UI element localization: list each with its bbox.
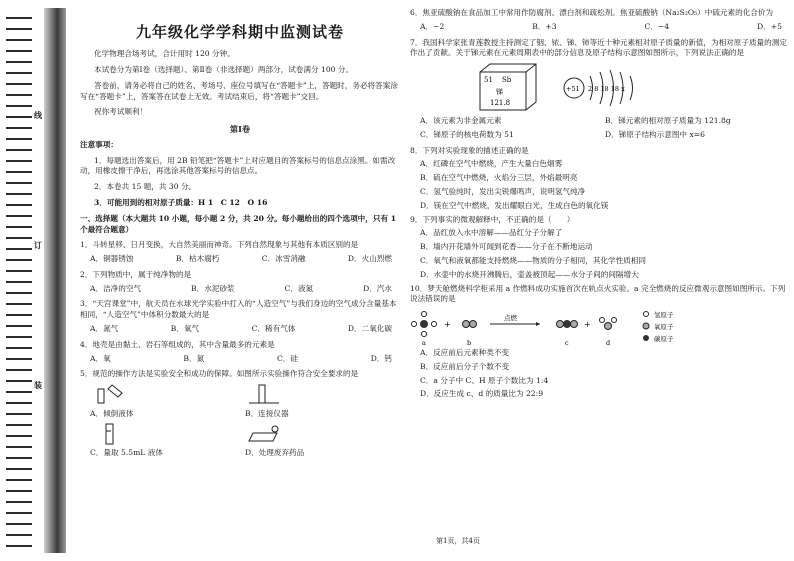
element-symbol: Sb — [502, 76, 512, 85]
electron-shells: 2 8 18 18 x — [588, 85, 625, 94]
option: A．品红放入水中溶解——品红分子分解了 — [420, 228, 563, 238]
option: C．稀有气体 — [251, 324, 296, 333]
option: C．硅 — [276, 353, 298, 363]
options-4 — [80, 354, 400, 365]
right-column — [410, 8, 790, 403]
option: A．铜器锈蚀 — [90, 254, 134, 264]
binding-fold-shadow — [44, 8, 66, 553]
option: B．反应前后分子个数不变 — [420, 361, 510, 371]
option: D．+5 — [757, 21, 782, 31]
note-item: 1．每题选出答案后，用 2B 铅笔把“答题卡”上对应题目的答案标号的信息点涂黑。如需改动，用橡皮擦干净后，再选涂其他答案标号的信息点。 — [80, 155, 396, 176]
waste-disposal-figure — [245, 423, 285, 445]
option: A．−2 — [420, 21, 445, 31]
question-4: 4．地壳是由黏土、岩石等组成的，其中含量最多的元素是 — [80, 339, 275, 349]
molecule-label: d — [606, 339, 611, 348]
option: C．液氮 — [284, 283, 314, 293]
atomic-mass: 121.8 — [490, 99, 511, 108]
option: B．锑元素的相对原子质量为 121.8g — [605, 116, 731, 126]
option: B．硫在空气中燃烧，火焰分三层，外焰最明亮 — [420, 173, 578, 183]
legend-carbon: 碳原子 — [654, 335, 674, 344]
part-heading: 一、选择题（本大题共 10 小题，每小题 2 分，共 20 分。每小题给出的四个选项中，只有 1 个最符合题意） — [80, 213, 396, 234]
element-name: 锑 — [496, 88, 503, 97]
option: A．氮气 — [90, 324, 119, 333]
option: B．水泥砂浆 — [191, 283, 235, 293]
option: B．氧气 — [170, 324, 200, 333]
question-6: 6．焦亚硫酸钠在食品加工中常用作防腐剂、漂白剂和疏松剂。焦亚硫酸钠（Na₂S₂O₅）中硫元素的化合价为 — [410, 8, 774, 17]
question-5: 5．规范的操作方法是实验安全和成功的保障。如图所示实验操作符合安全要求的是 — [80, 369, 359, 379]
question-2: 2．下列物质中，属于纯净物的是 — [80, 269, 192, 279]
option: C．a 分子中 C、H 原子个数比为 1:4 — [420, 375, 549, 385]
exam-page — [76, 0, 794, 561]
svg-text:+: + — [444, 320, 451, 330]
binding-strip — [6, 8, 32, 553]
option: D．二氧化碳 — [347, 324, 392, 333]
molecule-label: c — [565, 339, 569, 348]
atom-structure-diagram — [560, 62, 660, 114]
option-a-figure — [90, 383, 245, 420]
option: A．该元素为非金属元素 — [420, 116, 502, 126]
question-9: 9．下列事实的微观解释中，不正确的是（ ） — [410, 214, 575, 224]
option: A．氧 — [90, 353, 111, 363]
option: D．火山烈燃 — [347, 254, 392, 264]
option: C．量取 5.5mL 液体 — [90, 448, 163, 458]
note-item: 3．可能用到的相对原子质量：H 1 C 12 O 16 — [94, 197, 268, 207]
exam-title: 九年级化学学科期中监测试卷 — [135, 23, 344, 41]
intro-line: 化学物理合场考试，合计用时 120 分钟。 — [94, 49, 235, 59]
option: C．锑原子的核电荷数为 51 — [420, 129, 514, 139]
option: A．反应前后元素种类不变 — [420, 348, 510, 358]
graduated-cylinder-figure — [90, 423, 130, 445]
binding-margin — [0, 0, 74, 561]
question-10: 10．梦天舱燃烧科学柜采用 a 作燃料成功实施首次在轨点火实验。a 完全燃烧的反应微观示意图如图所示。下列说法错误的是 — [410, 283, 786, 304]
legend-hydrogen: 氢原子 — [654, 311, 674, 320]
options-2 — [80, 284, 400, 295]
option: B．氮 — [183, 353, 205, 363]
option: B．墙内开花墙外可闻到花香——分子在不断地运动 — [420, 242, 593, 252]
options-6 — [410, 22, 790, 33]
option: A．倾倒液体 — [90, 408, 134, 418]
options-1 — [80, 254, 400, 265]
option: C．氢气验纯时，发出尖锐爆鸣声，说明氢气纯净 — [420, 187, 586, 197]
page-footer: 第1页，共4页 — [436, 537, 480, 545]
notes-title: 注意事项： — [80, 139, 118, 149]
atomic-number: 51 — [484, 76, 493, 85]
option: D．水壶中的水烧开沸腾后，壶盖被顶起——水分子间的间隔增大 — [420, 269, 639, 279]
option: D．锑原子结构示意图中 x=6 — [605, 129, 705, 139]
option: D．钙 — [370, 353, 392, 363]
reaction-condition: 点燃 — [504, 314, 517, 323]
nucleus-charge: +51 — [566, 85, 580, 94]
option: B．+3 — [532, 21, 557, 31]
option: B．枯木腐朽 — [175, 254, 220, 264]
option: C．−4 — [644, 21, 670, 31]
question-7: 7．我国科学家张青莲教授主持测定了铟、铱、锑、铈等近十种元素相对原子质量的新值，为相对原子质量的测定作出了贡献。关于锑元素在元素周期表中的部分信息及原子结构示意图如图所示，下列说法正确的是 — [410, 37, 787, 58]
intro-line: 本试卷分为第Ⅰ卷（选择题）、第Ⅱ卷（非选择题）两部分，试卷满分 100 分。 — [94, 65, 354, 75]
option: D．反应生成 c、d 的质量比为 22:9 — [420, 389, 544, 399]
option: A．洁净的空气 — [90, 283, 142, 293]
intro-line: 答卷前，请务必将自己的姓名、考场号、座位号填写在“答题卡”上，答题时，务必将答案涂写在“答题卡”上，答案答在试卷上无效。考试结束后，将“答题卡”交回。 — [80, 80, 398, 101]
option: A．红磷在空气中燃烧，产生大量白色烟雾 — [420, 159, 563, 169]
reaction-diagram — [410, 308, 790, 348]
option: C．冰雪消融 — [261, 254, 306, 264]
options-5 — [80, 383, 400, 459]
note-item: 2．本卷共 15 题，共 30 分。 — [94, 182, 197, 192]
option: D．处理废弃药品 — [245, 448, 305, 458]
option: C．氧气和液氧都能支持燃烧——物质的分子相同，其化学性质相同 — [420, 255, 647, 265]
option-d-figure — [245, 423, 400, 460]
left-column — [80, 0, 400, 464]
legend-oxygen: 氧原子 — [654, 323, 674, 332]
connect-apparatus-figure — [245, 383, 285, 405]
section-heading: 第Ⅰ卷 — [229, 124, 251, 135]
question-3: 3．“天宫课堂”中，航天员在水球光学实验中打入的“人造空气”与我们身边的空气成分含量基本相同，“人造空气”中体积分数最大的是 — [80, 299, 397, 320]
reaction-molecules — [410, 308, 740, 348]
svg-text:+: + — [584, 320, 591, 330]
options-7 — [410, 116, 790, 141]
question-8: 8．下列对实验现象的描述正确的是 — [410, 145, 529, 155]
option-c-figure — [90, 423, 245, 460]
pouring-liquid-figure — [90, 383, 130, 405]
binding-label: 线 — [34, 110, 42, 120]
options-3 — [80, 324, 400, 335]
option: D．镁在空气中燃烧，发出耀眼白光，生成白色的氧化镁 — [420, 200, 609, 210]
antimony-figure — [410, 62, 790, 114]
binding-label: 订 — [34, 240, 42, 250]
option: B．连接仪器 — [245, 408, 289, 418]
molecule-label: a — [422, 339, 426, 348]
option: D．汽水 — [363, 283, 392, 293]
element-cell — [470, 62, 540, 114]
question-1: 1．斗转星移、日月变换，大自然美丽而神奇。下列自然现象与其他有本质区别的是 — [80, 240, 359, 250]
option-b-figure — [245, 383, 400, 420]
binding-label: 装 — [34, 380, 42, 390]
intro-line: 祝你考试顺利！ — [94, 107, 148, 117]
molecule-label: b — [467, 339, 472, 348]
